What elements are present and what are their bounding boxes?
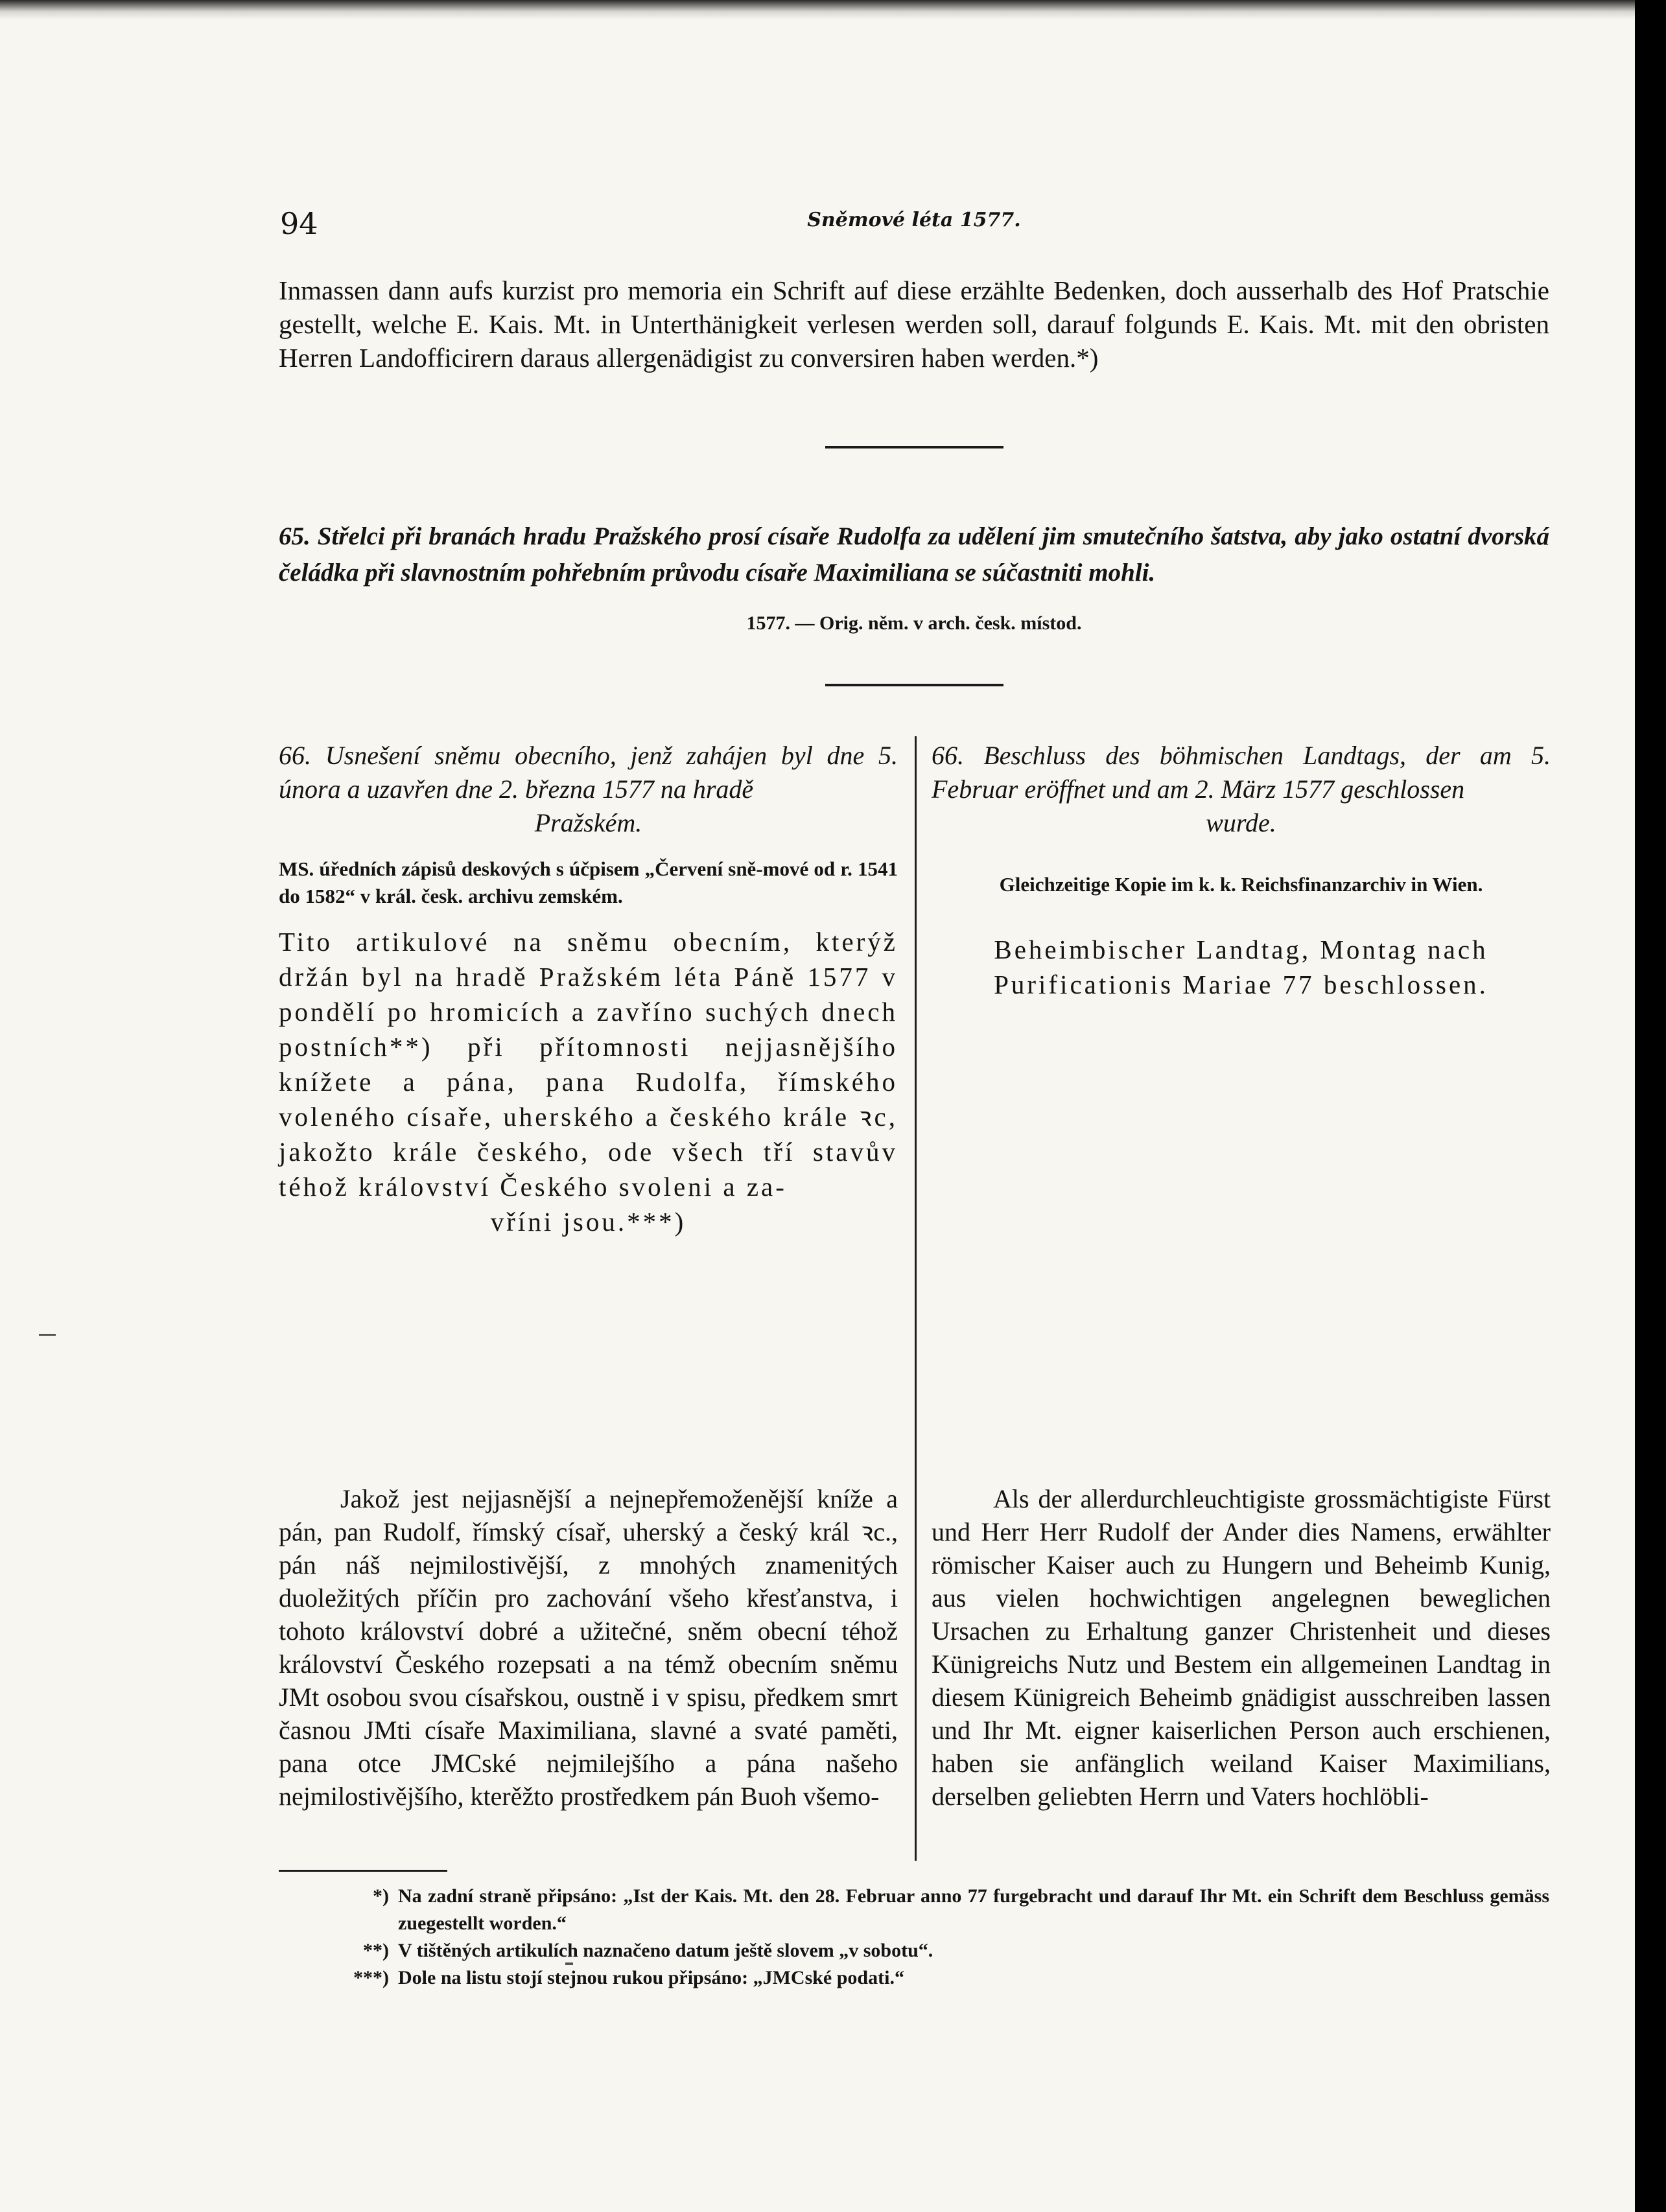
column-divider <box>915 736 917 1861</box>
heading-czech-main: 66. Usnešení sněmu obecního, jenž zahájen byl dne 5. února a uzavřen dne 2. března 1577 na hradě <box>279 741 898 804</box>
czech-title-end: vříni jsou.***) <box>490 1207 686 1237</box>
intro-paragraph: Inmassen dann aufs kurzist pro memoria ein Schrift auf diese erzählte Bedenken, doch ausserhalb des Hof Pratschie gestellt, welche E. Kais. Mt. in Unterthänigkeit verlesen werden soll, darauf folgunds E. Kais. Mt. mit den obristen Herren Landofficirern daraus allergenädigist zu conversiren haben werden.*) <box>279 275 1549 373</box>
section-divider <box>825 446 1003 448</box>
footnote-mark: *) <box>373 1885 389 1907</box>
item-65-number: 65. <box>279 522 311 550</box>
german-body <box>932 1482 1551 1813</box>
item-65-heading <box>279 518 1549 591</box>
footnote-mark: ***) <box>353 1967 389 1988</box>
scan-top-edge <box>0 0 1666 19</box>
czech-body-paragraph: Jakož jest nejjasnější a nejnepřemoženější kníže a pán, pan Rudolf, římský císař, uherský a český král ꝛc., pán náš nejmilostivější, z mnohých znamenitých duoležitých příčin pro zachování všeho křesťanstva, i tohoto království dobré a užitečné, sněm obecní téhož království Českého rozepsati a na témž obecním sněmu JMt osobou svou císařskou, oustně i v spisu, předkem smrt časnou JMti císaře Maximiliana, slavné a svaté paměti, pana otce JMCské nejmilejšího a pána našeho nejmilostivějšího, kterěžto prostředkem pán Buoh všemo- <box>279 1484 898 1811</box>
footnote-text: V tištěných artikulích naznačeno datum ještě slovem „v sobotu“. <box>398 1940 933 1961</box>
page-number: 94 <box>280 206 318 241</box>
footnote-text: Na zadní straně připsáno: „Ist der Kais. Mt. den 28. Februar anno 77 furgebracht und darauf Ihr Mt. ein Schrift dem Beschluss gemäss zuegestellt worden.“ <box>398 1885 1549 1934</box>
scan-right-edge <box>1635 0 1666 2212</box>
footnote <box>279 1964 1549 1992</box>
footnote <box>279 1883 1549 1937</box>
czech-body <box>279 1482 898 1813</box>
section-divider <box>825 684 1003 686</box>
item-66-heading-german <box>932 739 1551 840</box>
footnotes <box>279 1883 1549 1992</box>
item-65-text: Střelci při branách hradu Pražského prosí císaře Rudolfa za udělení jim smutečního šatstva, aby jako ostatní dvorská čeládka při slavnostním pohřebním průvodu císaře Maximiliana se súčastniti mohli. <box>279 522 1550 587</box>
item-66-source-german: Gleichzeitige Kopie im k. k. Reichsfinanzarchiv in Wien. <box>999 873 1483 896</box>
heading-german-main: 66. Beschluss des böhmischen Landtags, der am 5. Februar eröffnet und am 2. März 1577 geschlossen <box>932 741 1551 804</box>
scan-dash-mark <box>39 1334 56 1336</box>
heading-german-end: wurde. <box>1206 808 1276 837</box>
german-body-paragraph: Als der allerdurchleuchtigiste grossmächtigiste Fürst und Herr Herr Rudolf der Ander dies Namens, erwählter römischer Kaiser auch zu Hungern und Beheimb Kunig, aus vielen hochwichtigen angelegnen beweglichen Ursachen zu Erhaltung ganzer Christenheit und dieses Künigreichs Nutz und Bestem ein allgemeinen Landtag in diesem Künigreich Beheimb gnädigist ausschreiben lassen und Ihr Mt. eigner kaiserlichen Person auch erschienen, haben sie anfänglich weiland Kaiser Maximilians, derselben geliebten Herrn und Vaters hochlöbli- <box>932 1484 1551 1811</box>
item-65-source: 1577. — Orig. něm. v arch. česk. místod. <box>746 612 1082 634</box>
footnote-text: Dole na listu stojí stejnou rukou připsáno: „JMCské podati.“ <box>398 1967 904 1988</box>
running-title: Sněmové léta 1577. <box>807 209 1021 231</box>
czech-title-main: Tito artikulové na sněmu obecním, kterýž držán byl na hradě Pražském léta Páně 1577 v pondělí po hromicích a zavříno suchých dnech postních**) při přítomnosti nejjasnějšího knížete a pána, pana Rudolfa, římského voleného císaře, uherského a českého krále ꝛc, jakožto krále českého, ode všech tří stavův téhož království Českého svoleni a za- <box>279 927 898 1202</box>
german-title: Beheimbischer Landtag, Montag nach Purificationis Mariae 77 beschlossen. <box>994 935 1488 999</box>
czech-title <box>279 924 898 1239</box>
item-66-source-czech: MS. úředních zápisů deskových s účpisem „Červení sně-mové od r. 1541 do 1582“ v král. česk. archivu zemském. <box>279 857 898 907</box>
footnote <box>279 1937 1549 1964</box>
czech-column <box>279 739 898 1239</box>
german-column <box>932 739 1551 1002</box>
running-head <box>279 194 1549 240</box>
item-66-heading-czech <box>279 739 898 840</box>
heading-czech-end: Pražském. <box>534 808 642 837</box>
footnote-rule <box>279 1870 447 1872</box>
footnote-mark: **) <box>363 1940 389 1961</box>
document-page <box>279 194 1551 1988</box>
